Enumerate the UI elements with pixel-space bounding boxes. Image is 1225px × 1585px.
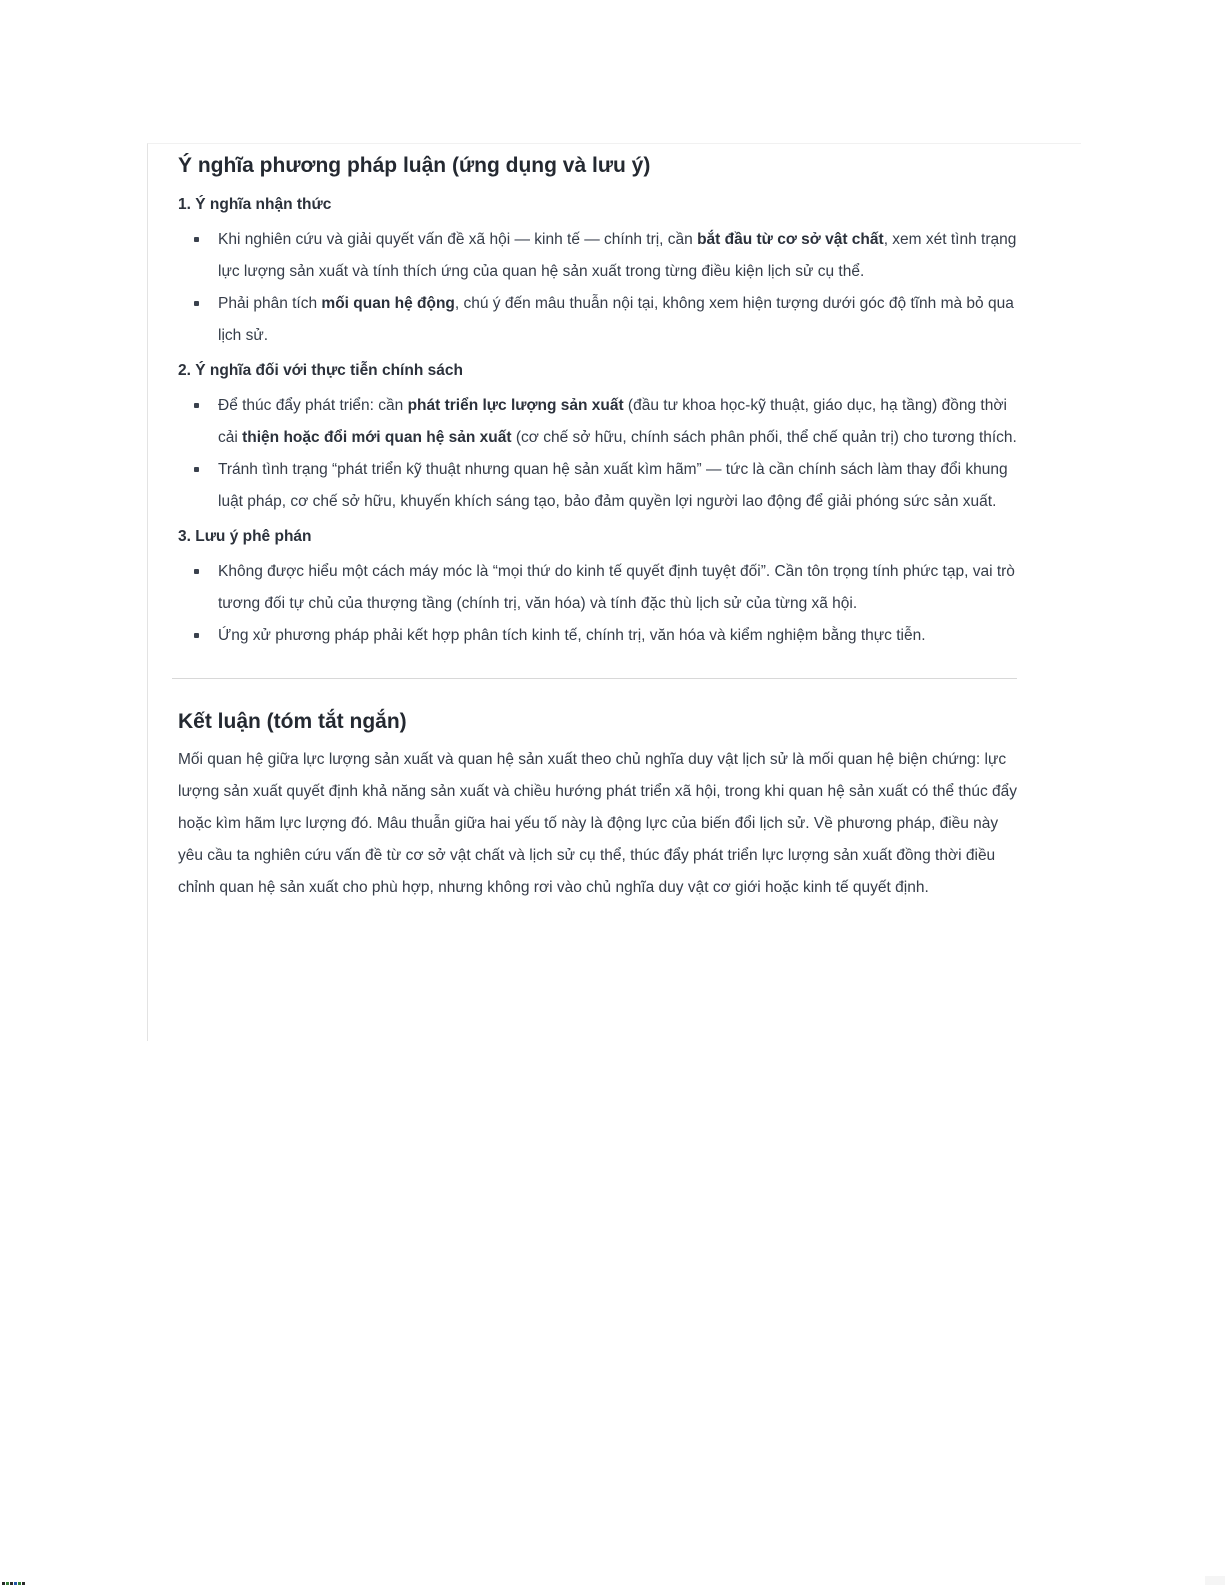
sections-container (178, 189, 1018, 652)
bullet-list-1 (178, 224, 1018, 352)
bullet-list-3 (178, 556, 1018, 652)
bottom-right-faint-strip (1205, 1576, 1225, 1585)
conclusion-paragraph: Mối quan hệ giữa lực lượng sản xuất và quan hệ sản xuất theo chủ nghĩa duy vật lịch sử là mối quan hệ biện chứng: lực lượng sản xuất quyết định khả năng sản xuất và chiều hướng phát triển xã hội, trong khi quan hệ sản xuất có thể thúc đẩy hoặc kìm hãm lực lượng đó. Mâu thuẫn giữa hai yếu tố này là động lực của biến đổi lịch sử. Về phương pháp, điều này yêu cầu ta nghiên cứu vấn đề từ cơ sở vật chất và lịch sử cụ thể, thúc đẩy phát triển lực lượng sản xuất đồng thời điều chỉnh quan hệ sản xuất cho phù hợp, nhưng không rơi vào chủ nghĩa duy vật cơ giới hoặc kinh tế quyết định. (178, 751, 1018, 896)
section-label-3: 3. Lưu ý phê phán (178, 528, 312, 545)
document-content (178, 150, 1018, 904)
section-divider (172, 678, 1017, 679)
list-item: Không được hiểu một cách máy móc là “mọi thứ do kinh tế quyết định tuyệt đối”. Cần tôn trọng tính phức tạp, vai trò tương đối tự chủ của thượng tầng (chính trị, văn hóa) và tính đặc thù lịch sử của từng xã hội. (178, 556, 1018, 620)
list-item: Để thúc đẩy phát triển: cần phát triển lực lượng sản xuất (đầu tư khoa học-kỹ thuật, giáo dục, hạ tầng) đồng thời cải thiện hoặc đổi mới quan hệ sản xuất (cơ chế sở hữu, chính sách phân phối, thể chế quản trị) cho tương thích. (178, 390, 1018, 454)
section-label-1: 1. Ý nghĩa nhận thức (178, 196, 332, 213)
list-item: Khi nghiên cứu và giải quyết vấn đề xã hội — kinh tế — chính trị, cần bắt đầu từ cơ sở vật chất, xem xét tình trạng lực lượng sản xuất và tính thích ứng của quan hệ sản xuất trong từng điều kiện lịch sử cụ thể. (178, 224, 1018, 288)
section-label-2: 2. Ý nghĩa đối với thực tiễn chính sách (178, 362, 463, 379)
list-item: Ứng xử phương pháp phải kết hợp phân tích kinh tế, chính trị, văn hóa và kiểm nghiệm bằng thực tiễn. (178, 620, 1018, 652)
bullet-list-2 (178, 390, 1018, 518)
conclusion-title: Kết luận (tóm tắt ngắn) (178, 710, 407, 733)
list-item: Phải phân tích mối quan hệ động, chú ý đến mâu thuẫn nội tại, không xem hiện tượng dưới góc độ tĩnh mà bỏ qua lịch sử. (178, 288, 1018, 352)
page-title: Ý nghĩa phương pháp luận (ứng dụng và lưu ý) (178, 154, 651, 177)
list-item: Tránh tình trạng “phát triển kỹ thuật nhưng quan hệ sản xuất kìm hãm” — tức là cần chính sách làm thay đổi khung luật pháp, cơ chế sở hữu, khuyến khích sáng tạo, bảo đảm quyền lợi người lao động để giải phóng sức sản xuất. (178, 454, 1018, 518)
